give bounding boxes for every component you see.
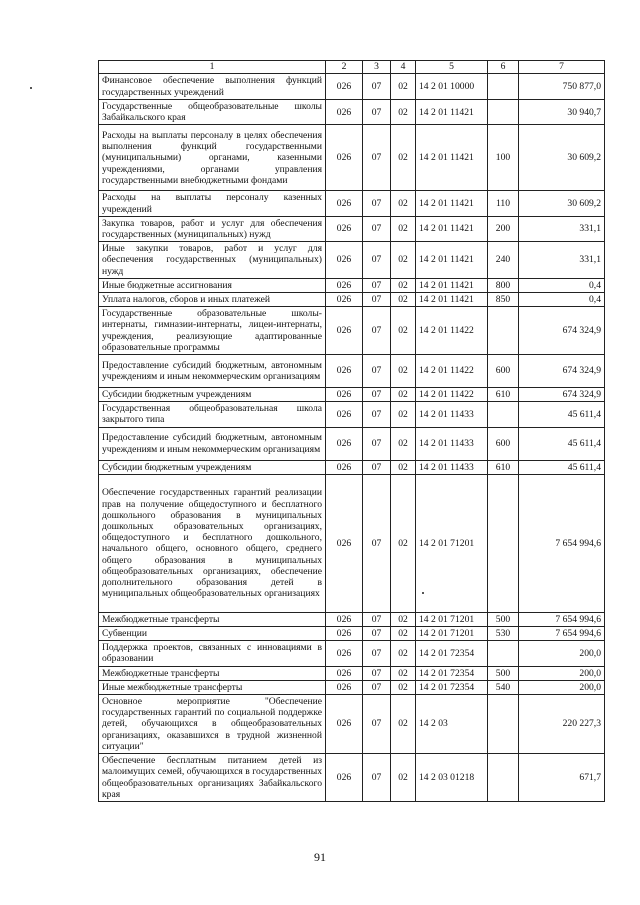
code-admin-cell: 026 (326, 355, 363, 388)
code-admin-cell: 026 (326, 278, 363, 292)
subsection-cell: 02 (391, 666, 416, 680)
code-admin-cell: 026 (326, 666, 363, 680)
section-cell: 07 (363, 388, 391, 402)
section-cell: 07 (363, 627, 391, 641)
expense-type-cell: 500 (488, 666, 519, 680)
target-article-cell: 14 2 03 (416, 695, 488, 754)
target-article-cell: 14 2 01 10000 (416, 74, 488, 100)
section-cell: 07 (363, 293, 391, 307)
amount-cell: 45 611,4 (519, 460, 605, 474)
header-cell: 5 (416, 61, 488, 74)
target-article-cell: 14 2 01 11421 (416, 293, 488, 307)
amount-cell: 200,0 (519, 680, 605, 694)
row-name-cell: Иные закупки товаров, работ и услуг для обеспечения государственных (муниципальных) нужд (99, 242, 326, 279)
table-row (99, 474, 605, 612)
table-row (99, 242, 605, 279)
row-name-cell: Закупка товаров, работ и услуг для обеспечения государственных (муниципальных) нужд (99, 216, 326, 241)
target-article-cell: 14 2 01 11433 (416, 460, 488, 474)
table-row (99, 612, 605, 626)
target-article-cell: 14 2 01 11433 (416, 402, 488, 427)
section-cell: 07 (363, 402, 391, 427)
section-cell: 07 (363, 680, 391, 694)
section-cell: 07 (363, 754, 391, 802)
subsection-cell: 02 (391, 242, 416, 279)
code-admin-cell: 026 (326, 74, 363, 100)
section-cell: 07 (363, 125, 391, 191)
section-cell: 07 (363, 474, 391, 612)
code-admin-cell: 026 (326, 641, 363, 666)
expense-type-cell (488, 307, 519, 355)
target-article-cell: 14 2 01 11421 (416, 125, 488, 191)
subsection-cell: 02 (391, 191, 416, 216)
section-cell: 07 (363, 666, 391, 680)
expense-type-cell: 530 (488, 627, 519, 641)
row-name-cell: Государственные общеобразовательные школы Забайкальского края (99, 100, 326, 125)
budget-table-sheet (98, 60, 604, 802)
target-article-cell: 14 2 01 71201 (416, 474, 488, 612)
subsection-cell: 02 (391, 402, 416, 427)
section-cell: 07 (363, 427, 391, 460)
expense-type-cell: 500 (488, 612, 519, 626)
amount-cell: 30 609,2 (519, 191, 605, 216)
amount-cell: 30 609,2 (519, 125, 605, 191)
target-article-cell: 14 2 01 72354 (416, 680, 488, 694)
target-article-cell: 14 2 01 11433 (416, 427, 488, 460)
section-cell: 07 (363, 695, 391, 754)
amount-cell: 200,0 (519, 666, 605, 680)
section-cell: 07 (363, 191, 391, 216)
subsection-cell: 02 (391, 216, 416, 241)
target-article-cell: 14 2 01 11422 (416, 307, 488, 355)
table-row (99, 125, 605, 191)
amount-cell: 45 611,4 (519, 402, 605, 427)
table-row (99, 641, 605, 666)
subsection-cell: 02 (391, 125, 416, 191)
amount-cell: 0,4 (519, 293, 605, 307)
subsection-cell: 02 (391, 754, 416, 802)
target-article-cell: 14 2 01 11421 (416, 242, 488, 279)
subsection-cell: 02 (391, 74, 416, 100)
section-cell: 07 (363, 100, 391, 125)
target-article-cell: 14 2 01 71201 (416, 627, 488, 641)
page-number: 91 (314, 850, 326, 864)
subsection-cell: 02 (391, 627, 416, 641)
amount-cell: 671,7 (519, 754, 605, 802)
expense-type-cell (488, 695, 519, 754)
table-header-row (99, 61, 605, 74)
row-name-cell: Предоставление субсидий бюджетным, автономным учреждениям и иным некоммерческим организациям (99, 427, 326, 460)
subsection-cell: 02 (391, 612, 416, 626)
row-name-cell: Субсидии бюджетным учреждениям (99, 460, 326, 474)
row-name-cell: Предоставление субсидий бюджетным, автономным учреждениям и иным некоммерческим организациям (99, 355, 326, 388)
row-name-cell: Расходы на выплаты персоналу казенных учреждений (99, 191, 326, 216)
code-admin-cell: 026 (326, 695, 363, 754)
table-row (99, 278, 605, 292)
expense-type-cell (488, 474, 519, 612)
table-row (99, 293, 605, 307)
amount-cell: 674 324,9 (519, 388, 605, 402)
subsection-cell: 02 (391, 100, 416, 125)
table-row (99, 307, 605, 355)
expense-type-cell (488, 74, 519, 100)
table-body (99, 61, 605, 802)
subsection-cell: 02 (391, 474, 416, 612)
expense-type-cell: 540 (488, 680, 519, 694)
code-admin-cell: 026 (326, 307, 363, 355)
expense-type-cell: 800 (488, 278, 519, 292)
amount-cell: 7 654 994,6 (519, 474, 605, 612)
section-cell: 07 (363, 460, 391, 474)
section-cell: 07 (363, 242, 391, 279)
table-row (99, 74, 605, 100)
row-name-cell: Иные межбюджетные трансферты (99, 680, 326, 694)
subsection-cell: 02 (391, 355, 416, 388)
section-cell: 07 (363, 641, 391, 666)
row-name-cell: Уплата налогов, сборов и иных платежей (99, 293, 326, 307)
section-cell: 07 (363, 216, 391, 241)
header-cell: 1 (99, 61, 326, 74)
code-admin-cell: 026 (326, 100, 363, 125)
amount-cell: 45 611,4 (519, 427, 605, 460)
subsection-cell: 02 (391, 460, 416, 474)
code-admin-cell: 026 (326, 460, 363, 474)
amount-cell: 0,4 (519, 278, 605, 292)
section-cell: 07 (363, 612, 391, 626)
code-admin-cell: 026 (326, 474, 363, 612)
row-name-cell: Финансовое обеспечение выполнения функций государственных учреждений (99, 74, 326, 100)
target-article-cell: 14 2 01 11421 (416, 191, 488, 216)
row-name-cell: Поддержка проектов, связанных с инновациями в образовании (99, 641, 326, 666)
expense-type-cell: 110 (488, 191, 519, 216)
expense-type-cell: 600 (488, 355, 519, 388)
amount-cell: 220 227,3 (519, 695, 605, 754)
table-row (99, 754, 605, 802)
code-admin-cell: 026 (326, 293, 363, 307)
code-admin-cell: 026 (326, 388, 363, 402)
table-row (99, 427, 605, 460)
amount-cell: 7 654 994,6 (519, 612, 605, 626)
amount-cell: 331,1 (519, 242, 605, 279)
expense-type-cell: 850 (488, 293, 519, 307)
expense-type-cell: 200 (488, 216, 519, 241)
table-row (99, 355, 605, 388)
code-admin-cell: 026 (326, 680, 363, 694)
expense-type-cell: 600 (488, 427, 519, 460)
table-row (99, 680, 605, 694)
target-article-cell: 14 2 01 72354 (416, 666, 488, 680)
subsection-cell: 02 (391, 641, 416, 666)
expense-type-cell: 610 (488, 388, 519, 402)
expense-type-cell: 100 (488, 125, 519, 191)
header-cell: 4 (391, 61, 416, 74)
subsection-cell: 02 (391, 293, 416, 307)
expense-type-cell: 240 (488, 242, 519, 279)
row-name-cell: Межбюджетные трансферты (99, 666, 326, 680)
target-article-cell: 14 2 01 72354 (416, 641, 488, 666)
row-name-cell: Основное мероприятие "Обеспечение государственных гарантий по социальной поддержке детей, обучающихся в общеобразовательных организациях, оказавшихся в трудной жизненной ситуации" (99, 695, 326, 754)
table-row (99, 100, 605, 125)
subsection-cell: 02 (391, 307, 416, 355)
budget-table (98, 60, 605, 802)
code-admin-cell: 026 (326, 242, 363, 279)
row-name-cell: Субвенции (99, 627, 326, 641)
row-name-cell: Субсидии бюджетным учреждениям (99, 388, 326, 402)
target-article-cell: 14 2 01 11422 (416, 388, 488, 402)
table-row (99, 666, 605, 680)
amount-cell: 30 940,7 (519, 100, 605, 125)
subsection-cell: 02 (391, 388, 416, 402)
table-row (99, 627, 605, 641)
target-article-cell: 14 2 01 11422 (416, 355, 488, 388)
code-admin-cell: 026 (326, 125, 363, 191)
row-name-cell: Иные бюджетные ассигнования (99, 278, 326, 292)
section-cell: 07 (363, 74, 391, 100)
target-article-cell: 14 2 01 11421 (416, 100, 488, 125)
section-cell: 07 (363, 278, 391, 292)
amount-cell: 331,1 (519, 216, 605, 241)
row-name-cell: Межбюджетные трансферты (99, 612, 326, 626)
header-cell: 2 (326, 61, 363, 74)
target-article-cell: 14 2 01 11421 (416, 216, 488, 241)
amount-cell: 7 654 994,6 (519, 627, 605, 641)
code-admin-cell: 026 (326, 612, 363, 626)
expense-type-cell (488, 100, 519, 125)
amount-cell: 674 324,9 (519, 307, 605, 355)
target-article-cell: 14 2 01 71201 (416, 612, 488, 626)
amount-cell: 200,0 (519, 641, 605, 666)
row-name-cell: Государственная общеобразовательная школа закрытого типа (99, 402, 326, 427)
row-name-cell: Государственные образовательные школы-интернаты, гимназии-интернаты, лицеи-интернаты, учреждения, реализующие адаптированные образовательные программы (99, 307, 326, 355)
code-admin-cell: 026 (326, 627, 363, 641)
subsection-cell: 02 (391, 278, 416, 292)
expense-type-cell (488, 641, 519, 666)
table-row (99, 695, 605, 754)
section-cell: 07 (363, 307, 391, 355)
target-article-cell: 14 2 01 11421 (416, 278, 488, 292)
table-row (99, 191, 605, 216)
table-row (99, 402, 605, 427)
code-admin-cell: 026 (326, 191, 363, 216)
table-row (99, 388, 605, 402)
row-name-cell: Обеспечение государственных гарантий реализации прав на получение общедоступного и бесплатного дошкольного образования в муниципальных дошкольных образовательных организациях, общедоступного и бесплатного дошкольного, начального общего, основного общего, среднего общего образования в муниципальных общеобразовательных организациях, обеспечение дополнительного образования детей в муниципальных общеобразовательных организациях (99, 474, 326, 612)
header-cell: 3 (363, 61, 391, 74)
expense-type-cell: 610 (488, 460, 519, 474)
header-cell: 6 (488, 61, 519, 74)
code-admin-cell: 026 (326, 216, 363, 241)
section-cell: 07 (363, 355, 391, 388)
code-admin-cell: 026 (326, 754, 363, 802)
row-name-cell: Обеспечение бесплатным питанием детей из малоимущих семей, обучающихся в государственных общеобразовательных организациях Забайкальского края (99, 754, 326, 802)
scan-speck (30, 87, 32, 89)
table-row (99, 460, 605, 474)
header-cell: 7 (519, 61, 605, 74)
code-admin-cell: 026 (326, 402, 363, 427)
subsection-cell: 02 (391, 427, 416, 460)
expense-type-cell (488, 402, 519, 427)
subsection-cell: 02 (391, 680, 416, 694)
amount-cell: 750 877,0 (519, 74, 605, 100)
expense-type-cell (488, 754, 519, 802)
scan-speck (422, 592, 424, 594)
table-row (99, 216, 605, 241)
code-admin-cell: 026 (326, 427, 363, 460)
row-name-cell: Расходы на выплаты персоналу в целях обеспечения выполнения функций государственными (муниципальными) органами, казенными учреждениями, органами управления государственными внебюджетными фондами (99, 125, 326, 191)
subsection-cell: 02 (391, 695, 416, 754)
target-article-cell: 14 2 03 01218 (416, 754, 488, 802)
amount-cell: 674 324,9 (519, 355, 605, 388)
